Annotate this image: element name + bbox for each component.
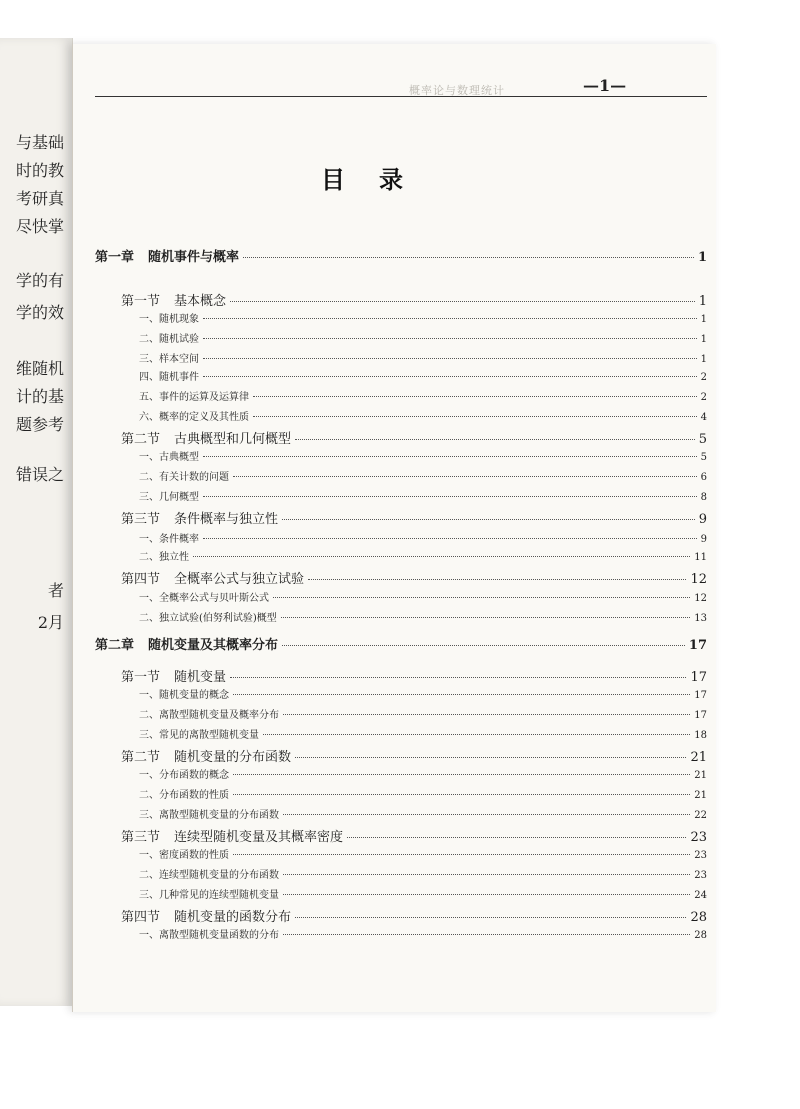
toc-item-entry [139,609,707,624]
toc-section-entry [121,746,707,765]
toc-page-number: 9 [698,512,707,527]
dot-leader [230,301,695,302]
toc-section-entry [121,428,707,447]
toc-section-entry [121,290,707,309]
toc-item-entry [139,706,707,721]
left-page-text-fragment: 错误之 [15,465,64,484]
dot-leader [283,894,690,895]
toc-section-entry [121,826,707,845]
toc-item-entry [139,530,707,545]
toc-page-number: 17 [694,710,707,721]
section-title: 连续型随机变量及其概率密度 [174,830,344,845]
left-page-text-fragment: 计的基 [15,387,64,406]
left-page-text-fragment: 题参考 [15,415,64,434]
toc-page-number: 28 [690,910,707,925]
section-number: 第一节 [121,670,161,685]
dot-leader [273,597,690,598]
section-number: 第四节 [121,910,161,925]
toc-page-number: 8 [700,492,707,503]
toc-page-number: 17 [688,638,707,653]
item-title: 三、几何概型 [139,492,199,503]
item-title: 四、随机事件 [139,372,199,383]
toc-item-entry [139,488,707,503]
header-rule [95,96,707,97]
dot-leader [230,677,686,678]
dot-leader [203,338,697,339]
toc-item-entry [139,766,707,781]
left-page-text-fragment: 时的教 [15,161,64,180]
section-number: 第三节 [121,512,161,527]
item-title: 三、样本空间 [139,354,199,365]
toc-item-entry [139,388,707,403]
item-title: 二、离散型随机变量及概率分布 [139,710,279,721]
chapter-number: 第二章 [95,638,135,653]
item-title: 一、分布函数的概念 [139,770,229,781]
toc-item-entry [139,886,707,901]
page-number: —1— [583,76,627,95]
toc-page-number: 11 [694,552,707,563]
item-title: 一、离散型随机变量函数的分布 [139,930,279,941]
left-page-edge [0,38,73,1006]
dot-leader [283,934,690,935]
dot-leader [283,814,690,815]
left-page-text-fragment: 尽快掌 [15,217,64,236]
toc-page-number: 17 [694,690,707,701]
dot-leader [243,257,694,258]
section-title: 条件概率与独立性 [174,512,279,527]
dot-leader [283,714,690,715]
toc-page-number: 2 [700,392,707,403]
dot-leader [253,396,697,397]
dot-leader [295,439,695,440]
section-title: 随机变量 [174,670,227,685]
toc-item-entry [139,686,707,701]
toc-chapter-entry [95,634,707,653]
toc-page-number: 1 [700,314,707,325]
toc-section-entry [121,568,707,587]
toc-page-number: 18 [694,730,707,741]
toc-page-number: 1 [697,250,707,265]
dot-leader [295,917,686,918]
dot-leader [233,774,690,775]
item-title: 一、随机变量的概念 [139,690,229,701]
item-title: 二、独立性 [139,552,189,563]
toc-page-number: 23 [694,870,707,881]
dot-leader [233,694,690,695]
toc-page [72,44,716,1012]
toc-page-number: 12 [690,572,707,587]
dot-leader [203,496,697,497]
item-title: 一、随机现象 [139,314,199,325]
running-header: 概率论与数理统计 [409,84,505,97]
toc-page-number: 12 [694,593,707,604]
toc-page-number: 9 [700,534,707,545]
chapter-number: 第一章 [95,250,135,265]
toc-page-number: 22 [694,810,707,821]
section-number: 第二节 [121,750,161,765]
toc-page-number: 21 [694,770,707,781]
toc-page-number: 5 [700,452,707,463]
dot-leader [347,837,686,838]
dot-leader [263,734,690,735]
item-title: 三、离散型随机变量的分布函数 [139,810,279,821]
item-title: 一、密度函数的性质 [139,850,229,861]
dot-leader [203,538,697,539]
chapter-title: 随机事件与概率 [148,250,240,265]
left-page-text-fragment: 与基础 [15,133,64,152]
dot-leader [233,476,697,477]
dot-leader [282,645,685,646]
left-page-text-fragment: 考研真 [15,189,64,208]
item-title: 五、事件的运算及运算律 [139,392,249,403]
toc-item-entry [139,786,707,801]
dot-leader [295,757,686,758]
dot-leader [203,376,697,377]
item-title: 六、概率的定义及其性质 [139,412,249,423]
item-title: 一、古典概型 [139,452,199,463]
toc-page-number: 1 [700,354,707,365]
item-title: 二、有关计数的问题 [139,472,229,483]
toc-item-entry [139,926,707,941]
dot-leader [253,416,697,417]
section-title: 基本概念 [174,294,227,309]
toc-page-number: 21 [690,750,707,765]
toc-item-entry [139,350,707,365]
toc-item-entry [139,726,707,741]
toc-section-entry [121,666,707,685]
toc-page-number: 21 [694,790,707,801]
dot-leader [282,519,695,520]
toc-item-entry [139,866,707,881]
toc-page-number: 13 [694,613,707,624]
dot-leader [193,556,690,557]
section-title: 古典概型和几何概型 [174,432,292,447]
toc-chapter-entry [95,246,707,265]
page-title: 目录 [321,165,437,194]
toc-page-number: 1 [700,334,707,345]
item-title: 二、独立试验(伯努利试验)概型 [139,613,277,624]
item-title: 二、随机试验 [139,334,199,345]
toc-item-entry [139,548,707,563]
chapter-title: 随机变量及其概率分布 [148,638,279,653]
item-title: 一、全概率公式与贝叶斯公式 [139,593,269,604]
section-number: 第二节 [121,432,161,447]
toc-page-number: 2 [700,372,707,383]
dot-leader [203,456,697,457]
dot-leader [283,874,690,875]
toc-item-entry [139,468,707,483]
dot-leader [203,318,697,319]
section-number: 第一节 [121,294,161,309]
toc-page-number: 28 [694,930,707,941]
item-title: 二、分布函数的性质 [139,790,229,801]
left-page-text-fragment: 2月 [37,613,64,632]
item-title: 二、连续型随机变量的分布函数 [139,870,279,881]
dot-leader [233,854,690,855]
dot-leader [308,579,686,580]
section-title: 随机变量的分布函数 [174,750,292,765]
toc-page-number: 5 [698,432,707,447]
section-title: 全概率公式与独立试验 [174,572,305,587]
left-page-text-fragment: 维随机 [15,359,64,378]
section-number: 第四节 [121,572,161,587]
left-page-text-fragment: 学的有 [15,271,64,290]
toc-item-entry [139,368,707,383]
toc-page-number: 6 [700,472,707,483]
toc-section-entry [121,508,707,527]
toc-item-entry [139,806,707,821]
toc-item-entry [139,408,707,423]
section-title: 随机变量的函数分布 [174,910,292,925]
dot-leader [203,358,697,359]
toc-page-number: 23 [690,830,707,845]
toc-page-number: 4 [700,412,707,423]
toc-section-entry [121,906,707,925]
left-page-text-fragment: 者 [47,581,64,600]
item-title: 一、条件概率 [139,534,199,545]
toc-page-number: 17 [690,670,707,685]
toc-item-entry [139,589,707,604]
toc-item-entry [139,330,707,345]
dot-leader [281,617,690,618]
left-page-text-fragment: 学的效 [15,303,64,322]
toc-item-entry [139,310,707,325]
toc-page-number: 23 [694,850,707,861]
section-number: 第三节 [121,830,161,845]
dot-leader [233,794,690,795]
item-title: 三、几种常见的连续型随机变量 [139,890,279,901]
toc-page-number: 24 [694,890,707,901]
item-title: 三、常见的离散型随机变量 [139,730,259,741]
toc-item-entry [139,846,707,861]
toc-page-number: 1 [698,294,707,309]
toc-item-entry [139,448,707,463]
